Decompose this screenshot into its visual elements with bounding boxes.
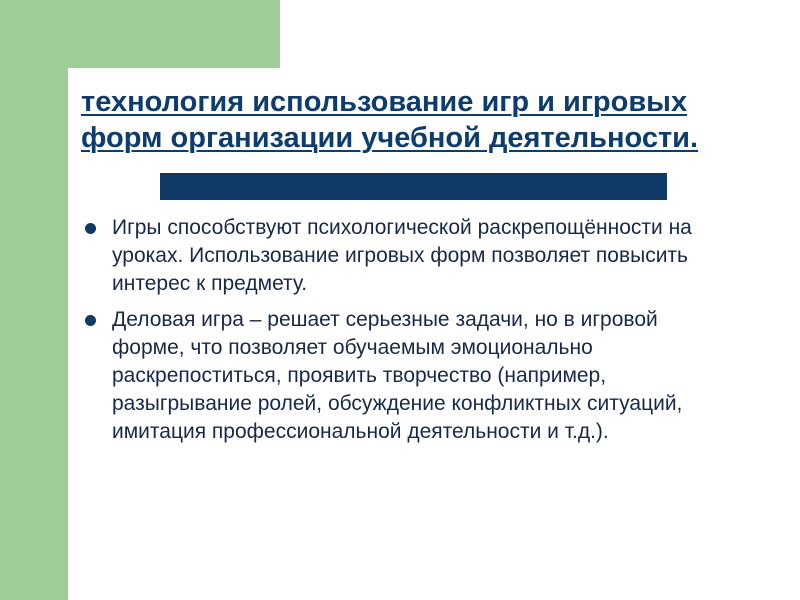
- bullet-item: [84, 306, 724, 446]
- bullet-dot-icon: [85, 223, 96, 234]
- slide-title: технология использование игр и игровых форм организации учебной деятельности.: [81, 86, 699, 154]
- decorative-green-left-strip: [0, 0, 68, 600]
- bullet-text: Игры способствуют психологической раскрепощённости на уроках. Использование игровых форм позволяет повысить интерес к предмету.: [112, 216, 692, 295]
- bullet-list: [84, 214, 724, 454]
- title-underline-bar: [160, 173, 667, 200]
- bullet-item: [84, 214, 724, 298]
- bullet-dot-icon: [85, 315, 96, 326]
- title-bar-rounded-cap: [160, 173, 187, 200]
- bullet-text: Деловая игра – решает серьезные задачи, но в игровой форме, что позволяет обучаемым эмоционально раскрепоститься, проявить творчество (например, разыгрывание ролей, обсуждение конфликтных ситуаций, имитация профессиональной деятельности и т.д.).: [112, 308, 683, 443]
